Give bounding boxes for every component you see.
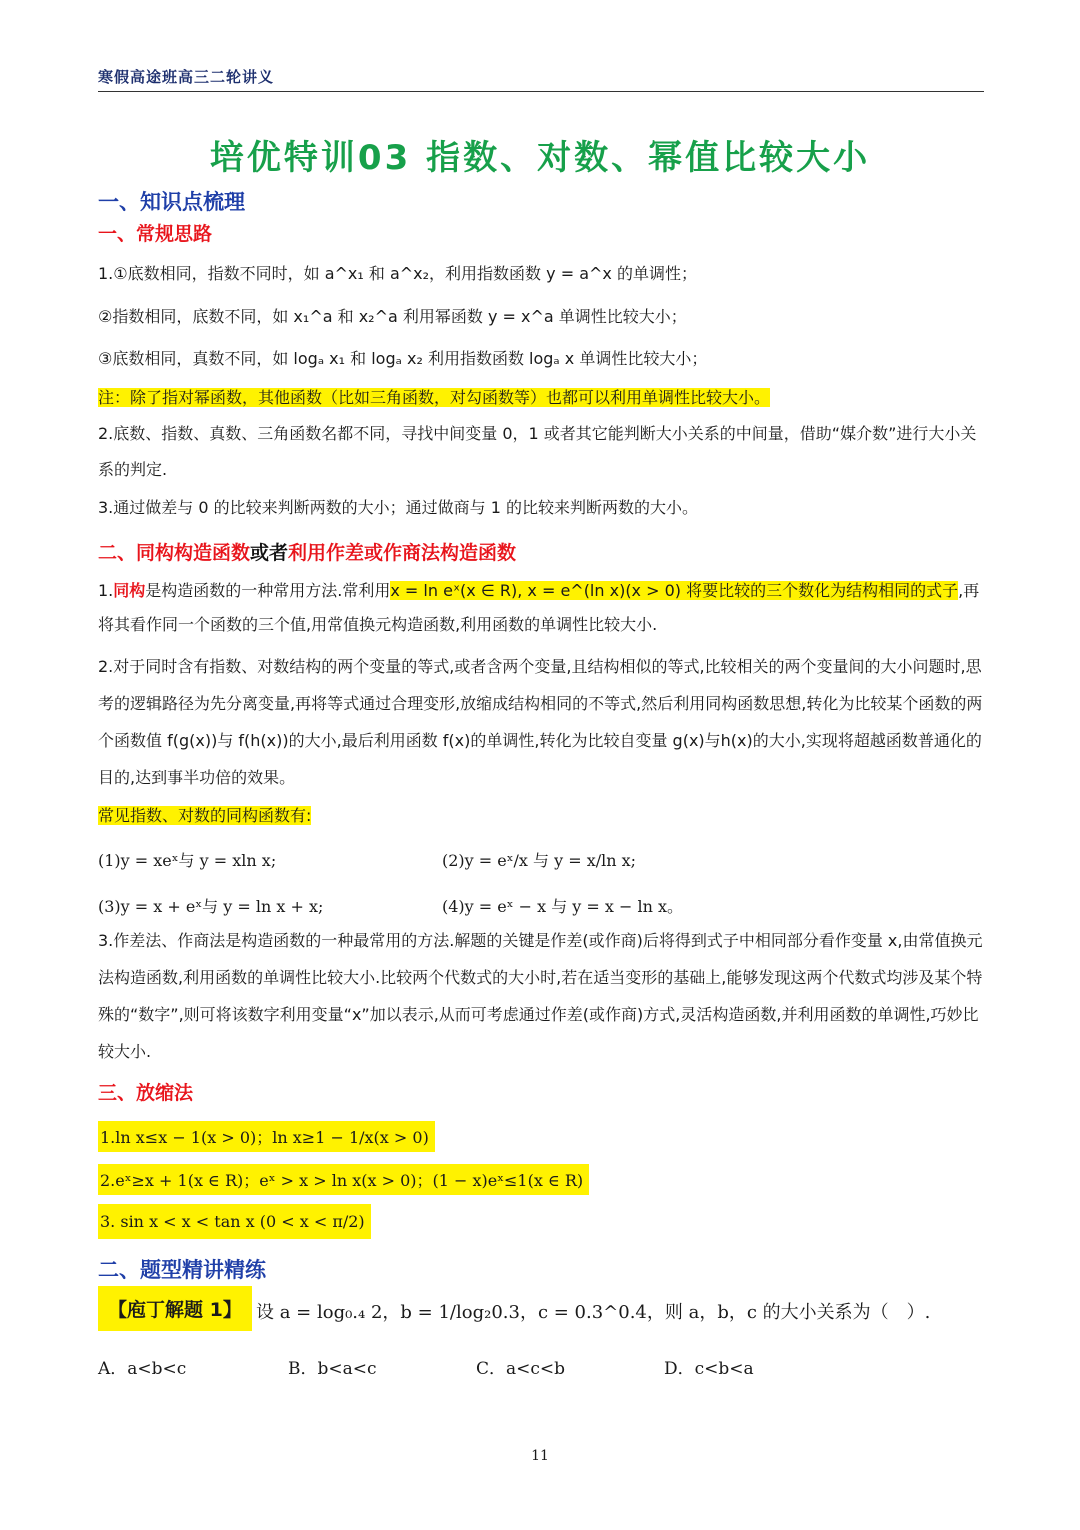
m1-prefix: 1. [98, 581, 114, 600]
page-number: 11 [531, 1448, 549, 1464]
section-heading-knowledge: 一、知识点梳理 [98, 190, 245, 214]
option-b: B．b<a<c [288, 1359, 377, 1379]
header-divider [98, 91, 984, 92]
scaling-inequality-3: 3. sin x < x < tan x (0 < x < π/2) [98, 1204, 371, 1239]
subheading-isomorphic-a: 二、同构构造函数 [98, 542, 251, 564]
m1-keyword: 同构 [113, 581, 146, 600]
method-line-1: 1.①底数相同，指数不同时，如 a^x₁ 和 a^x₂，利用指数函数 y = a^x 的单调性； [98, 264, 697, 283]
isomorphic-paragraph-2: 2.对于同时含有指数、对数结构的两个变量的等式,或者含两个变量,且结构相似的等式,比较相关的两个变量间的大小问题时,思考的逻辑路径为先分离变量,再将等式通过合理变形,放缩成结构相同的不等式,然后利用同构函数思想,转化为比较某个函数的两个函数值 f(g(x))与 f(h(x))的大小,最后利用函数 f(x)的单调性,转化为比较自变量 g(x)与h(x)的大小,实现将超越函数普通化的目的,达到事半功倍的效果。 [98, 657, 983, 787]
m1-post: ,再将其看作同一个函数的三个值,用常值换元构造函数,利用函数的单调性比较大小. [98, 581, 980, 634]
method-line-2: ②指数相同，底数不同，如 x₁^a 和 x₂^a 利用幂函数 y = x^a 单调性比较大小； [98, 307, 687, 326]
common-functions-highlight: 常见指数、对数的同构函数有: [98, 806, 312, 825]
option-c: C．a<c<b [476, 1359, 566, 1379]
subheading-regular-approach: 一、常规思路 [98, 223, 213, 245]
page-title: 培优特训03 指数、对数、幂值比较大小 [209, 138, 871, 178]
formula-3: (3)y = x + eˣ与 y = ln x + x; [98, 897, 324, 916]
subheading-scaling: 三、放缩法 [98, 1082, 194, 1104]
m1-highlight: x = ln eˣ(x ∈ R), x = e^(ln x)(x > 0) 将要比较的三个数化为结构相同的式子 [390, 581, 959, 600]
formula-2: (2)y = eˣ/x 与 y = x/ln x; [442, 851, 637, 870]
section-heading-problems: 二、题型精讲精练 [98, 1258, 266, 1282]
subheading-isomorphic-or: 或者 [250, 542, 289, 564]
example-label: 【庖丁解题 1】 [98, 1286, 252, 1331]
formula-4: (4)y = eˣ − x 与 y = x − ln x。 [442, 897, 684, 916]
method-line-3: ③底数相同，真数不同，如 logₐ x₁ 和 logₐ x₂ 利用指数函数 logₐ x 单调性比较大小； [98, 349, 708, 368]
note-highlight: 注：除了指对幂函数，其他函数（比如三角函数，对勾函数等）也都可以利用单调性比较大小。 [98, 388, 771, 407]
subheading-isomorphic-c: 利用作差或作商法构造函数 [288, 542, 517, 564]
option-d: D．c<b<a [664, 1359, 754, 1379]
intermediate-value-paragraph: 2.底数、指数、真数、三角函数名都不同，寻找中间变量 0，1 或者其它能判断大小关系的中间量，借助“媒介数”进行大小关系的判定. [98, 424, 977, 479]
running-header: 寒假高途班高三二轮讲义 [98, 68, 275, 86]
difference-quotient-line: 3.通过做差与 0 的比较来判断两数的大小；通过做商与 1 的比较来判断两数的大小。 [98, 498, 698, 517]
difference-method-paragraph: 3.作差法、作商法是构造函数的一种最常用的方法.解题的关键是作差(或作商)后将得到式子中相同部分看作变量 x,由常值换元法构造函数,利用函数的单调性比较大小.比较两个代数式的大小时,若在适当变形的基础上,能够发现这两个代数式均涉及某个特殊的“数字”,则可将该数字利用变量“x”加以表示,从而可考虑通过作差(或作商)方式,灵活构造函数,并利用函数的单调性,巧妙比较大小. [98, 931, 983, 1061]
scaling-inequality-2: 2.eˣ≥x + 1(x ∈ R)；eˣ > x > ln x(x > 0)；(1 − x)eˣ≤1(x ∈ R) [98, 1164, 589, 1195]
option-a: A．a<b<c [98, 1359, 187, 1379]
common-functions-line [98, 806, 988, 826]
scaling-inequality-1: 1.ln x≤x − 1(x > 0)；ln x≥1 − 1/x(x > 0) [98, 1121, 435, 1152]
note-line [98, 388, 988, 408]
formula-1: (1)y = xeˣ与 y = xln x; [98, 851, 277, 870]
isomorphic-paragraph-1 [98, 574, 988, 642]
subheading-isomorphic [98, 538, 516, 565]
m1-mid: 是构造函数的一种常用方法.常利用 [145, 581, 391, 600]
example-question: 设 a = log₀.₄ 2，b = 1/log₂0.3，c = 0.3^0.4，则 a，b，c 的大小关系为（ ）. [256, 1302, 931, 1323]
